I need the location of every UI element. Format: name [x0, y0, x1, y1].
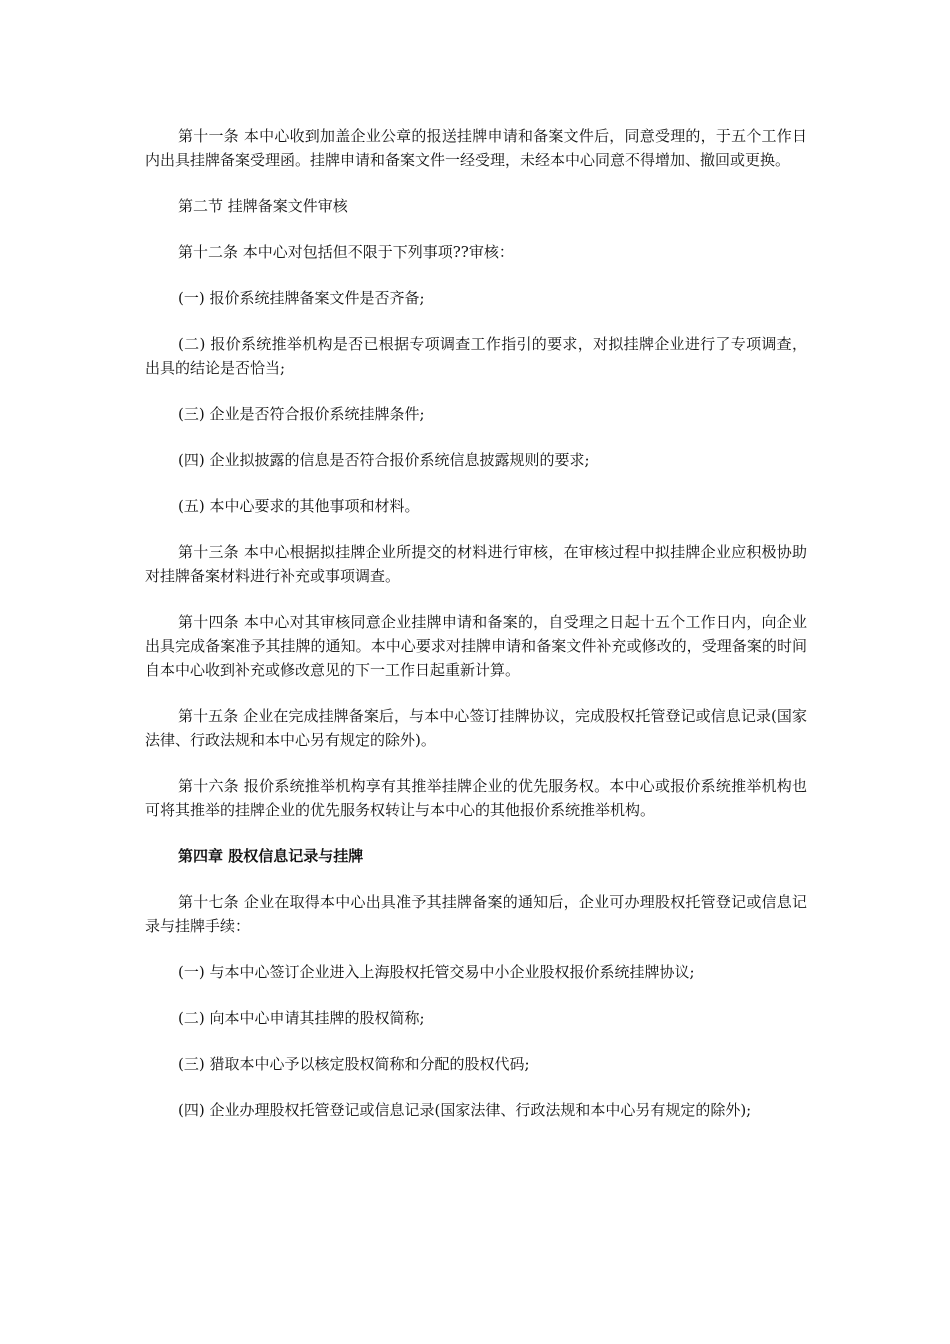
list-item-a: (一) 与本中心签订企业进入上海股权托管交易中小企业股权报价系统挂牌协议; [178, 963, 695, 981]
article-15: 第十五条 企业在完成挂牌备案后，与本中心签订挂牌协议，完成股权托管登记或信息记录(国家法律、行政法规和本中心另有规定的除外)。 [145, 707, 807, 749]
list-item-b: (二) 向本中心申请其挂牌的股权简称; [178, 1009, 425, 1027]
chapter-4-heading: 第四章 股权信息记录与挂牌 [178, 847, 364, 865]
list-item-c: (三) 猎取本中心予以核定股权简称和分配的股权代码; [178, 1055, 530, 1073]
document-body [145, 124, 807, 1144]
article-14: 第十四条 本中心对其审核同意企业挂牌申请和备案的，自受理之日起十五个工作日内，向企业出具完成备案准予其挂牌的通知。本中心要求对挂牌申请和备案文件补充或修改的，受理备案的时间自本中心收到补充或修改意见的下一工作日起重新计算。 [145, 613, 807, 679]
list-item-4: (四) 企业拟披露的信息是否符合报价系统信息披露规则的要求; [178, 451, 590, 469]
article-16: 第十六条 报价系统推举机构享有其推举挂牌企业的优先服务权。本中心或报价系统推举机构也可将其推举的挂牌企业的优先服务权转让与本中心的其他报价系统推举机构。 [145, 777, 807, 819]
article-12: 第十二条 本中心对包括但不限于下列事项??审核： [178, 243, 514, 261]
list-item-2: (二) 报价系统推举机构是否已根据专项调查工作指引的要求，对拟挂牌企业进行了专项调查，出具的结论是否恰当; [145, 335, 807, 377]
section-heading-2: 第二节 挂牌备案文件审核 [178, 197, 348, 215]
list-item-3: (三) 企业是否符合报价系统挂牌条件; [178, 405, 425, 423]
article-11: 第十一条 本中心收到加盖企业公章的报送挂牌申请和备案文件后，同意受理的，于五个工作日内出具挂牌备案受理函。挂牌申请和备案文件一经受理，未经本中心同意不得增加、撤回或更换。 [145, 127, 807, 169]
list-item-5: (五) 本中心要求的其他事项和材料。 [178, 497, 420, 515]
article-13: 第十三条 本中心根据拟挂牌企业所提交的材料进行审核，在审核过程中拟挂牌企业应积极协助对挂牌备案材料进行补充或事项调查。 [145, 543, 807, 585]
list-item-1: (一) 报价系统挂牌备案文件是否齐备; [178, 289, 425, 307]
list-item-d: (四) 企业办理股权托管登记或信息记录(国家法律、行政法规和本中心另有规定的除外); [178, 1101, 752, 1119]
article-17: 第十七条 企业在取得本中心出具准予其挂牌备案的通知后，企业可办理股权托管登记或信息记录与挂牌手续： [145, 893, 807, 935]
